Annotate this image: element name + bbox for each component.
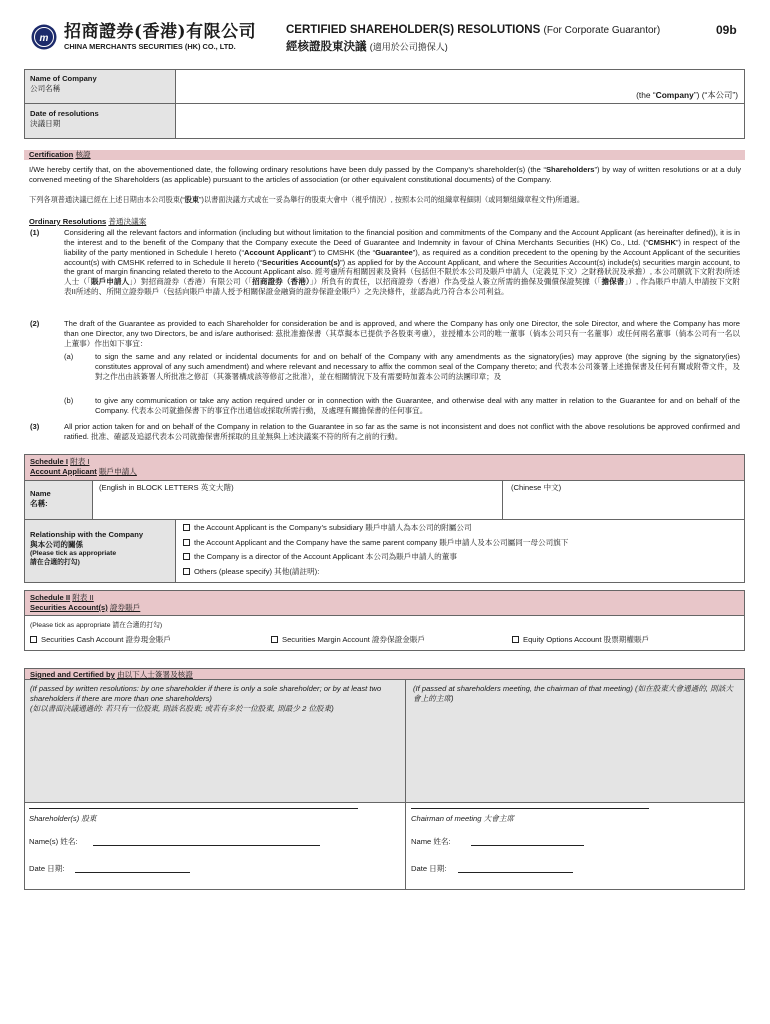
resolution-3-text: All prior action taken for and on behalf of the Company in relation to the Guarantee in so far as the same is not inconsistent and does not conflict with the above resolutions be approved confirmed and ratified. 批准、確認及追認代表本公司就擔保書所採取的且並無與上述決議案不符的所有之前的行動。 <box>64 422 740 441</box>
applicant-name-label-cell: Name 名稱: <box>25 481 93 520</box>
account-option-margin[interactable]: Securities Margin Account 證券保證金賬戶 <box>271 635 425 645</box>
shareholder-caption: Shareholder(s) 股東 <box>29 814 97 823</box>
form-title-note: (For Corporate Guarantor) <box>543 25 661 36</box>
signing-table <box>24 668 745 890</box>
checkbox-icon[interactable] <box>183 539 190 546</box>
chairman-caption: Chairman of meeting 大會主席 <box>411 814 514 823</box>
resolution-number: (2) <box>30 319 40 328</box>
shareholder-date-label: Date 日期: <box>29 864 65 873</box>
applicant-name-chinese-field[interactable] <box>503 481 744 520</box>
checkbox-icon[interactable] <box>30 636 37 643</box>
certification-paragraph-cn: 下列各項普通決議已經在上述日期由本公司股東(“股東”)以書面決議方式或在一妥為舉行的股東大會中（視乎情況）, 按照本公司的組織章程細則（或同類組織章程文件)所通過。 <box>29 195 585 204</box>
resolution-2-text: The draft of the Guarantee as provided to each Shareholder for consideration be and is approved, and where the Company has only one Director, the sole Director, and where the Company has more than one Director, any two Directors, be and is/are authorised: 茲批准擔保書（其草擬本已提供予各股東考慮），並授權本公司的唯一董事（倘本公司只有一名董事）或任何兩名董事（倘本公司有一名以上董事）作出如下事宜： <box>64 319 740 348</box>
shareholder-signature-box[interactable]: (If passed by written resolutions: by one shareholder if there is only a sole shareholder; or by at least two shareholders if there are more than one shareholders) (如以書面決議通過的: 若只有一位股東, 則該名股東; 或若有多於一位股東, 則最少 2 位股東) <box>25 680 406 803</box>
logo <box>31 24 271 54</box>
chinese-hint: (Chinese 中文) <box>511 483 562 492</box>
chairman-signature-box[interactable]: (If passed at shareholders meeting, the chairman of that meeting) (如在股東大會通過的, 則該大會上的主席) <box>406 680 744 803</box>
chairman-signature-line <box>411 808 649 809</box>
form-code: 09b <box>716 23 737 37</box>
shareholder-name-label: Name(s) 姓名: <box>29 837 78 846</box>
checkbox-icon[interactable] <box>271 636 278 643</box>
form-title <box>286 23 660 38</box>
schedule-1-heading-bar: Schedule I 附表 I Account Applicant 賬戶申請人 <box>25 455 744 481</box>
resolution-date-label-cell: Date of resolutions 決議日期 <box>25 104 176 138</box>
relationship-label-cell: Relationship with the Company 與本公司的關係 (Please tick as appropriate 請在合適的打勾) <box>25 520 176 582</box>
subitem-b-text: to give any communication or take any action required under or in connection with the Guarantee, and otherwise deal with any matter in relation to the Guarantee for and on behalf of the Company. 代表本公司就擔保書下的事宜作出通信或採取所需行動，及處理有關擔保書的任何事宜。 <box>95 396 740 415</box>
form-title-cn: 經核證股東決議 <box>286 41 367 53</box>
logo-emblem-icon <box>31 24 57 50</box>
relationship-option[interactable]: the Account Applicant is the Company’s subsidiary 賬戶申請人為本公司的附屬公司 <box>183 523 737 538</box>
applicant-name-english-field[interactable] <box>93 481 503 520</box>
subitem-number: (b) <box>64 396 74 405</box>
checkbox-icon[interactable] <box>183 568 190 575</box>
chairman-name-label: Name 姓名: <box>411 837 451 846</box>
account-tick-note: (Please tick as appropriate 請在合適的打勾) <box>30 622 163 629</box>
form-title-cn-row <box>286 40 448 55</box>
form-title-cn-note: (適用於公司擔保人) <box>369 42 448 52</box>
schedule-2-table <box>24 590 745 651</box>
resolution-number: (1) <box>30 228 40 237</box>
english-hint: (English in BLOCK LETTERS 英文大階) <box>99 483 234 492</box>
logo-english-name: CHINA MERCHANTS SECURITIES (HK) CO., LTD. <box>64 42 236 51</box>
company-suffix: (the “Company”) (“本公司”) <box>636 90 738 100</box>
relationship-option[interactable]: the Account Applicant and the Company have the same parent company 賬戶申請人及本公司屬同一母公司旗下 <box>183 538 737 553</box>
company-name-label-cell: Name of Company 公司名稱 <box>25 70 176 104</box>
relationship-option[interactable]: Others (please specify) 其他(請註明): <box>183 567 737 582</box>
subitem-a-text: to sign the same and any related or incidental documents for and on behalf of the Company with any amendments as the signatory(ies) may approve (the signing by the signatory(ies) constitutes approval of any such amendment) and where relevant and necessary to affix the common seal of the Company thereto; and 代表本公司簽署上述擔保書及任何有關或附帶文件，及對之作出由該簽署人所批准之修訂（其簽署構成該等修訂之批准），並在相關情況下及有需要時加蓋本公司的法團印章；及 <box>95 352 740 381</box>
relationship-options <box>176 520 744 582</box>
checkbox-icon[interactable] <box>183 524 190 531</box>
signing-heading-bar: Signed and Certified by 由以下人士簽署及核證 <box>25 669 744 680</box>
resolutions-heading: Ordinary Resolutions 普通決議案 <box>29 217 147 226</box>
shareholder-name-field[interactable] <box>93 845 320 846</box>
shareholder-date-field[interactable] <box>75 872 190 873</box>
schedule-1-table <box>24 454 745 583</box>
resolution-1-text: Considering all the relevant factors and information (including but without limitation to the financial position and commitments of the Company and the Account Applicant (as hereinafter defined)), it is in the interest and to the benefit of the Company that the Company execute the Deed of Guarantee and Indemnity in favour of China Merchants Securities (HK) Co., Ltd. (“CMSHK”) in respect of the liability of the party mentioned in Schedule I hereto (“Account Applicant”) to CMSHK (the “Guarantee”), as required as a condition precedent to the opening by the Account Applicant of the securities account(s) with CMSHK referred to in Schedule II hereto (“Securities Account(s)”) as applied for by the Account Applicant, and where the Securities Account(s) include(s) securities margin account, to the grant of margin financing related thereto to the Account Applicant also. 經考慮所有相關因素及資料（包括但不限於本公司及賬戶申請人（定義見下文）之財務狀況及承擔）, 本公司願就下文附表I所述人士（「賬戶申請人」）對招商證券（香港）有限公司（「招商證券（香港）」）所負有的責任，以招商證券（香港）作為受益人簽立所需的擔保及彌償保證契據（「擔保書」）, 作為賬戶申請人申請按下文附表II所述的、所開立證券賬戶（包括向賬戶申請人授予相關保證金融資的證券保證金賬戶）之先決條件，並認為此乃符合本公司利益。 <box>64 228 741 297</box>
logo-chinese-name: 招商證券(香港)有限公司 <box>64 22 257 42</box>
form-title-en: CERTIFIED SHAREHOLDER(S) RESOLUTIONS <box>286 24 541 36</box>
resolution-date-field[interactable] <box>176 104 744 138</box>
checkbox-icon[interactable] <box>183 553 190 560</box>
company-info-table <box>24 69 745 139</box>
schedule-2-heading-bar: Schedule II 附表 II Securities Account(s) 證券賬戶 <box>25 591 744 616</box>
certification-heading-bar: Certification 核證 <box>24 150 745 160</box>
certification-paragraph: I/We hereby certify that, on the abovementioned date, the following ordinary resolutions have been duly passed by the Company’s shareholder(s) (the “Shareholders”) by way of written resolutions or at a duly convened meeting of the Shareholders (as applicable) pursuant to the articles of association (or other equivalent constitutional documents) of the Company. <box>29 165 741 184</box>
relationship-option[interactable]: the Company is a director of the Account Applicant 本公司為賬戶申請人的董事 <box>183 552 737 567</box>
chairman-name-field[interactable] <box>471 845 584 846</box>
svg-text:m: m <box>39 33 49 44</box>
resolution-number: (3) <box>30 422 40 431</box>
account-option-cash[interactable]: Securities Cash Account 證券現金賬戶 <box>30 635 171 645</box>
chairman-date-label: Date 日期: <box>411 864 447 873</box>
account-option-options[interactable]: Equity Options Account 股票期權賬戶 <box>512 635 649 645</box>
subitem-number: (a) <box>64 352 74 361</box>
chairman-date-field[interactable] <box>458 872 573 873</box>
checkbox-icon[interactable] <box>512 636 519 643</box>
shareholder-signature-line <box>29 808 358 809</box>
